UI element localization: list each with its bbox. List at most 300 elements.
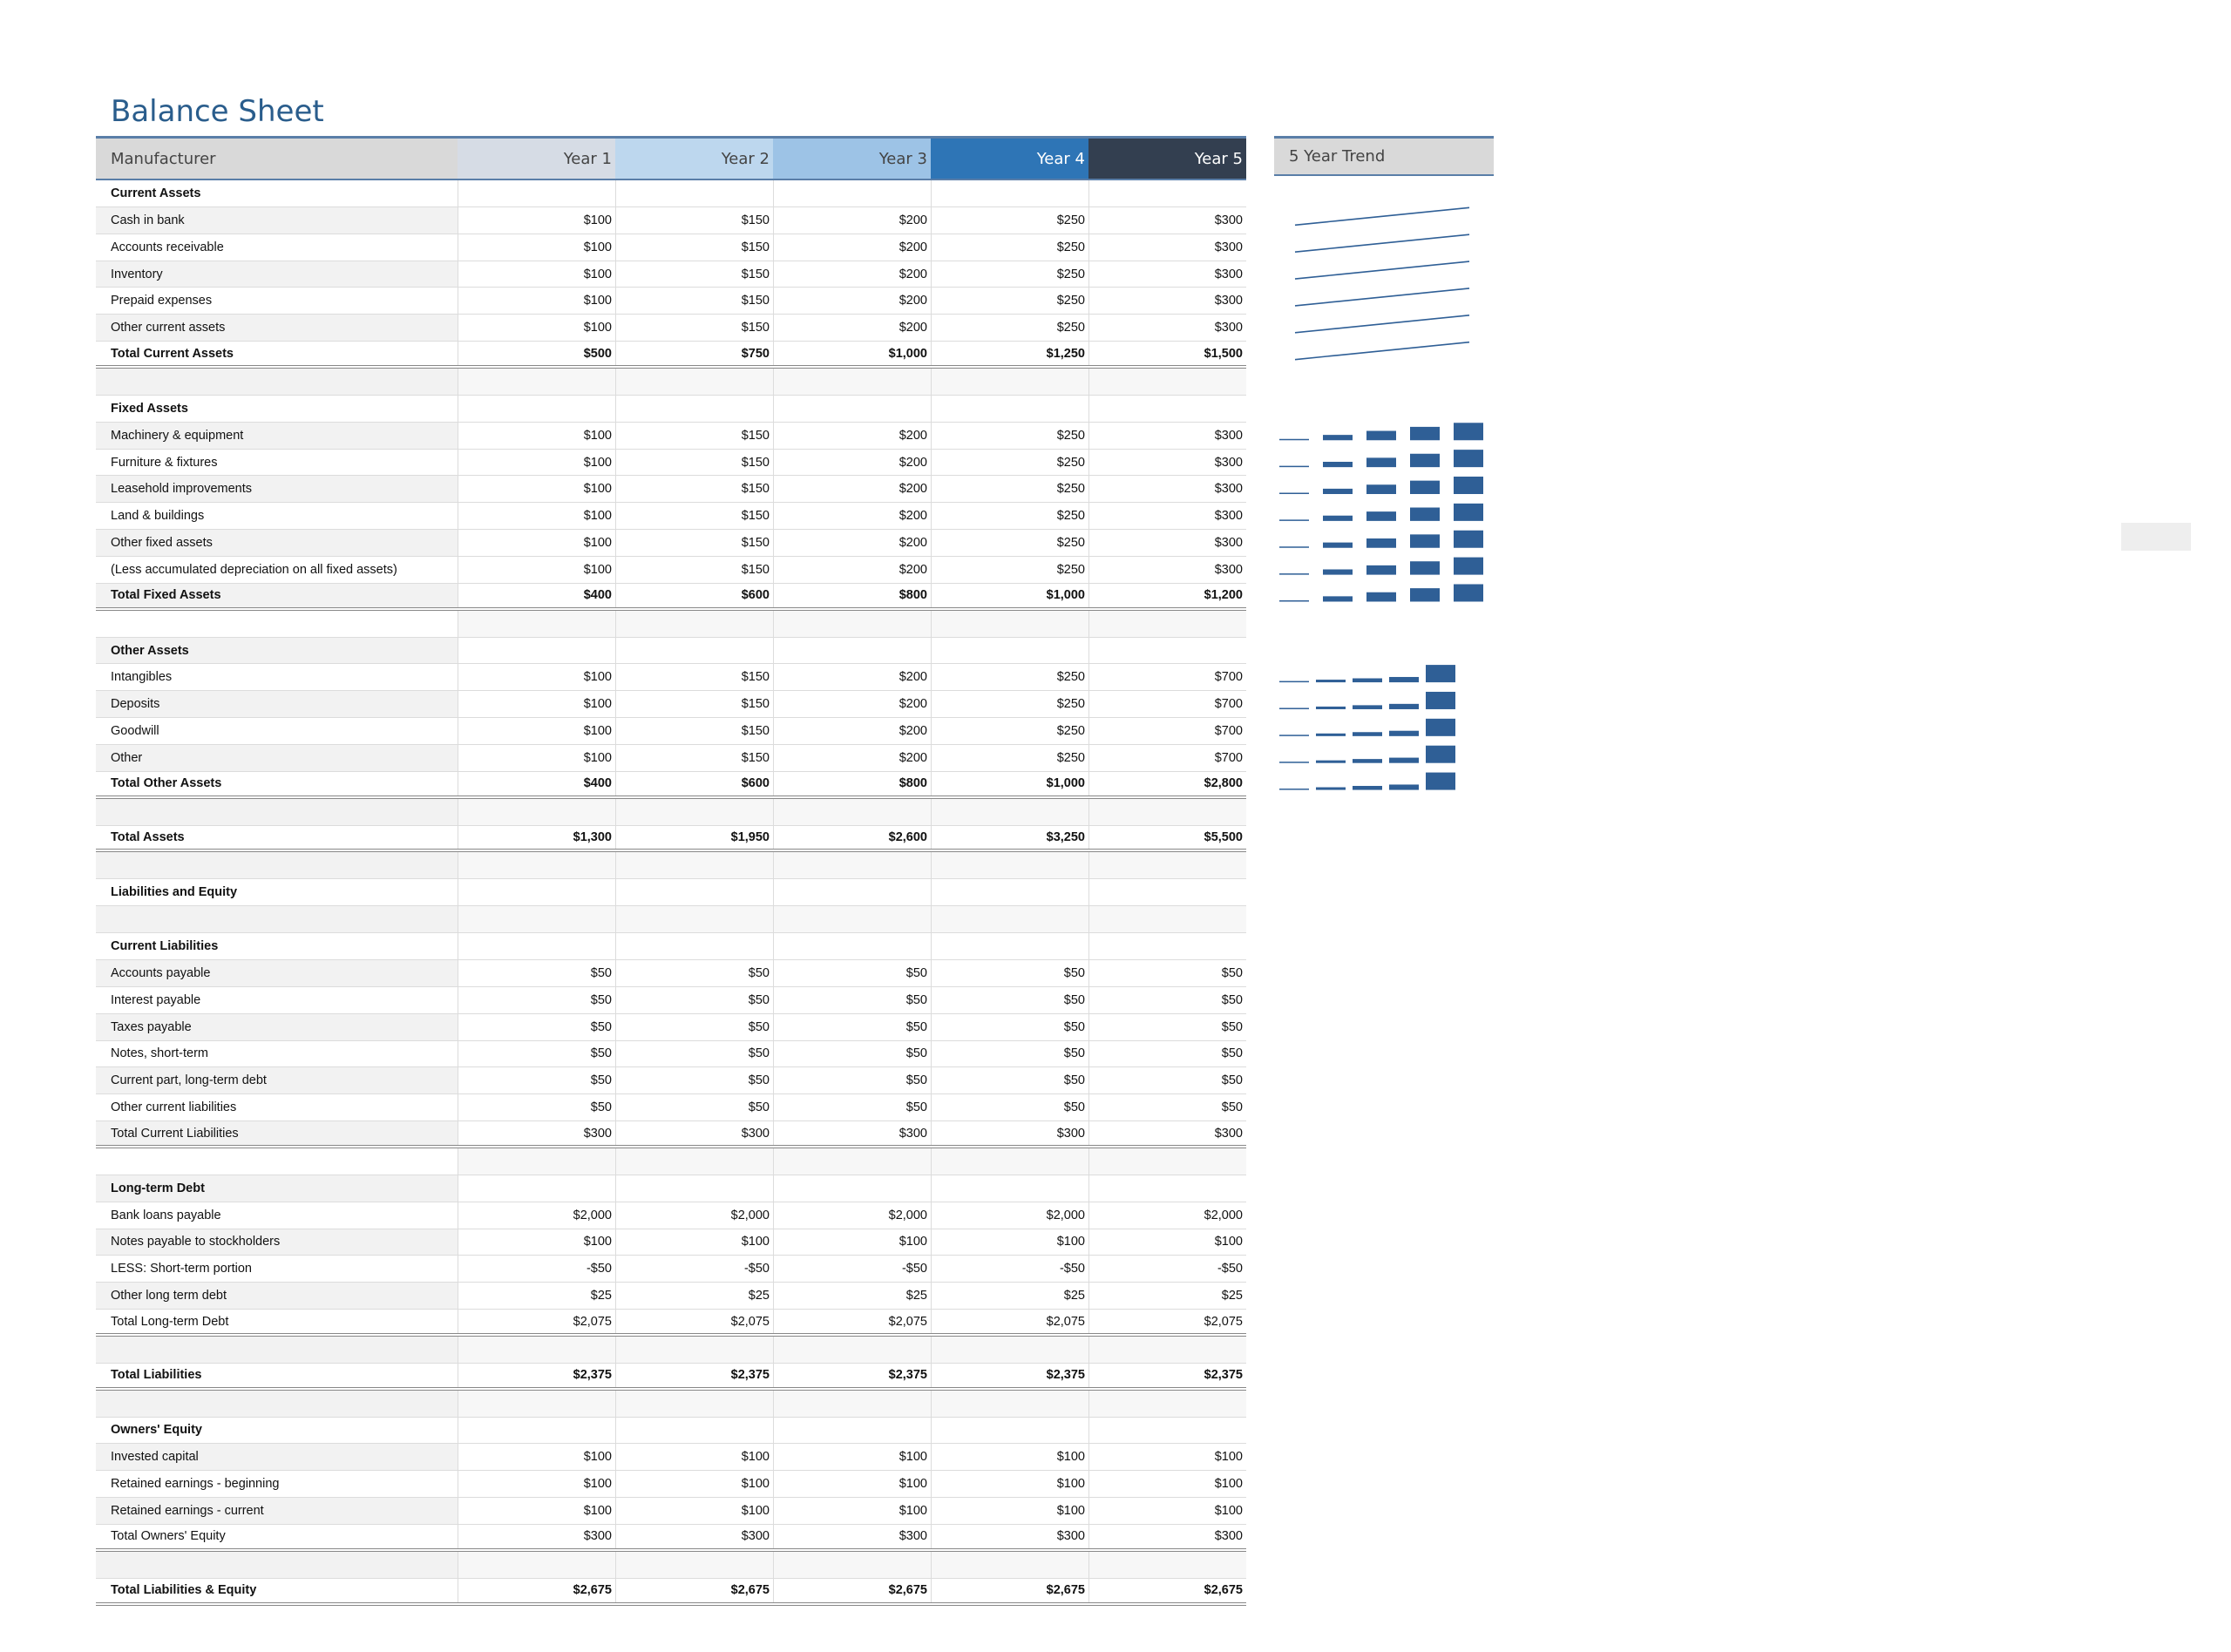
cell-year-5[interactable]: $700 [1088, 718, 1246, 744]
cell-year-2[interactable]: $150 [615, 288, 773, 314]
cell-year-1[interactable]: $100 [458, 207, 615, 234]
cell-year-1[interactable]: $100 [458, 718, 615, 744]
cell-year-2[interactable]: $50 [615, 1014, 773, 1040]
cell-year-2[interactable]: $150 [615, 207, 773, 234]
trend-column [1323, 516, 1353, 521]
cell-year-2[interactable]: $150 [615, 664, 773, 690]
trend-column [1366, 538, 1396, 548]
trend-column [1323, 435, 1353, 440]
cell-year-3[interactable]: $100 [773, 1498, 931, 1524]
row-label[interactable]: Taxes payable [96, 1014, 458, 1040]
cell-year-2[interactable]: $100 [615, 1229, 773, 1256]
trend-column [1426, 665, 1455, 682]
cell-year-1[interactable]: $50 [458, 1094, 615, 1121]
cell-year-5[interactable]: $2,000 [1088, 1202, 1246, 1229]
trend-column [1389, 758, 1419, 763]
row-label[interactable]: Land & buildings [111, 509, 205, 524]
cell-year-4[interactable]: $1,000 [931, 772, 1088, 796]
sheet-title: Balance Sheet [111, 94, 324, 129]
cell-year-1[interactable]: $300 [458, 1121, 615, 1145]
cell-year-5[interactable]: $300 [1088, 234, 1246, 261]
cell-year-3[interactable]: $200 [773, 503, 931, 529]
trend-column [1389, 784, 1419, 789]
cell-year-5[interactable]: $50 [1088, 987, 1246, 1013]
row-label[interactable]: Machinery & equipment [96, 423, 458, 449]
trend-column [1454, 423, 1483, 440]
cell-year-5[interactable]: $50 [1088, 1014, 1246, 1040]
cell-year-5[interactable]: $2,375 [1088, 1364, 1246, 1387]
row-label[interactable]: Current Assets [111, 186, 201, 200]
cell-year-5[interactable]: $2,800 [1088, 772, 1246, 796]
cell-year-2[interactable]: $150 [615, 234, 773, 261]
cell-year-4[interactable]: $2,000 [931, 1202, 1088, 1229]
row-label[interactable]: Total Fixed Assets [96, 584, 458, 607]
cell-year-4[interactable]: $100 [931, 1471, 1088, 1497]
cell-year-5[interactable]: $100 [1088, 1229, 1246, 1256]
trend-column [1366, 565, 1396, 575]
row-label[interactable]: Bank loans payable [111, 1208, 221, 1222]
cell-year-1[interactable]: $100 [458, 664, 615, 690]
trend-column [1389, 704, 1419, 709]
cell-year-2[interactable]: $150 [615, 530, 773, 556]
cell-year-2[interactable]: $2,000 [615, 1202, 773, 1229]
cell-year-3[interactable]: $200 [773, 557, 931, 583]
cell-year-3[interactable]: $2,600 [773, 826, 931, 850]
trend-column [1410, 508, 1440, 521]
cell-year-4[interactable]: -$50 [931, 1256, 1088, 1282]
cell-year-3[interactable]: $50 [773, 1041, 931, 1067]
row-label[interactable]: Other Assets [96, 638, 458, 664]
cell-year-2[interactable]: -$50 [615, 1256, 773, 1282]
cell-year-4[interactable]: $50 [931, 960, 1088, 986]
row-label[interactable]: Total Long-term Debt [111, 1314, 229, 1329]
cell-year-1[interactable]: $50 [458, 1014, 615, 1040]
cell-year-5[interactable]: $700 [1088, 745, 1246, 771]
cell-year-2[interactable]: $300 [615, 1121, 773, 1145]
trend-column [1353, 759, 1382, 763]
cell-year-2[interactable]: $600 [615, 772, 773, 796]
cell-year-4[interactable]: $250 [931, 691, 1088, 717]
row-label[interactable]: Prepaid expenses [111, 294, 213, 308]
row-label[interactable]: Total Assets [111, 830, 185, 845]
cell-year-4[interactable]: $250 [931, 207, 1088, 234]
row-label[interactable]: Current Liabilities [111, 938, 219, 953]
header-year-3[interactable]: Year 3 [773, 139, 931, 179]
cell-year-4[interactable]: $250 [931, 745, 1088, 771]
cell-year-2[interactable]: $150 [615, 557, 773, 583]
cell-year-4[interactable]: $250 [931, 503, 1088, 529]
trend-column [1279, 519, 1309, 521]
trend-column [1279, 681, 1309, 683]
trend-column [1366, 511, 1396, 521]
cell-year-3[interactable]: $200 [773, 234, 931, 261]
cell-year-5[interactable]: $300 [1088, 315, 1246, 341]
trend-column [1410, 454, 1440, 467]
cell-year-5[interactable]: $300 [1088, 450, 1246, 476]
row-label[interactable]: Other current liabilities [111, 1100, 237, 1115]
cell-year-3[interactable]: $200 [773, 261, 931, 288]
row-label[interactable]: Liabilities and Equity [111, 885, 238, 900]
cell-year-1[interactable]: $100 [458, 423, 615, 449]
cell-year-4[interactable]: $50 [931, 987, 1088, 1013]
cell-year-5[interactable]: $300 [1088, 261, 1246, 288]
cell-year-4[interactable]: $50 [931, 1014, 1088, 1040]
cell-year-4[interactable]: $250 [931, 234, 1088, 261]
trend-column [1353, 705, 1382, 709]
cell-year-4[interactable]: $250 [931, 288, 1088, 314]
cell-year-5[interactable]: $100 [1088, 1498, 1246, 1524]
row-label[interactable]: Other current assets [96, 315, 458, 341]
cell-year-1[interactable]: $100 [458, 315, 615, 341]
trend-column [1353, 732, 1382, 736]
cell-year-3[interactable]: $200 [773, 691, 931, 717]
trend-column [1410, 534, 1440, 547]
cell-year-3[interactable]: $2,675 [773, 1579, 931, 1602]
trend-column [1426, 719, 1455, 736]
row-label[interactable]: Other [96, 745, 458, 771]
trend-sparkline [1295, 207, 1469, 225]
cell-year-4[interactable]: $250 [931, 530, 1088, 556]
cell-year-2[interactable]: $50 [615, 1094, 773, 1121]
cell-year-3[interactable]: $200 [773, 476, 931, 502]
cell-year-2[interactable]: $1,950 [615, 826, 773, 850]
trend-column [1279, 789, 1309, 790]
cell-year-3[interactable]: $50 [773, 1067, 931, 1093]
cell-year-1[interactable]: $100 [458, 530, 615, 556]
cell-year-5[interactable]: $300 [1088, 1525, 1246, 1548]
cell-year-2[interactable]: $100 [615, 1444, 773, 1470]
cell-year-3[interactable]: $200 [773, 664, 931, 690]
trend-column [1323, 596, 1353, 601]
cell-year-1[interactable]: $100 [458, 1444, 615, 1470]
cell-year-5[interactable]: $300 [1088, 530, 1246, 556]
cell-year-1[interactable]: $50 [458, 1067, 615, 1093]
cell-year-3[interactable]: $200 [773, 207, 931, 234]
trend-column [1426, 746, 1455, 763]
cell-year-3[interactable]: $1,000 [773, 342, 931, 365]
cell-year-1[interactable]: $100 [458, 1498, 615, 1524]
cell-year-1[interactable]: $100 [458, 450, 615, 476]
cell-year-4[interactable]: $50 [931, 1041, 1088, 1067]
cell-year-4[interactable]: $250 [931, 261, 1088, 288]
row-label[interactable]: Inventory [96, 261, 458, 288]
cell-year-5[interactable]: $1,200 [1088, 584, 1246, 607]
trend-column [1316, 734, 1346, 736]
cell-year-2[interactable]: $2,075 [615, 1310, 773, 1333]
selected-cell[interactable] [2121, 523, 2191, 551]
cell-year-5[interactable]: $1,500 [1088, 342, 1246, 365]
row-label[interactable]: Retained earnings - beginning [111, 1477, 280, 1492]
cell-year-2[interactable]: $150 [615, 691, 773, 717]
cell-year-5[interactable]: $100 [1088, 1471, 1246, 1497]
cell-year-2[interactable]: $150 [615, 261, 773, 288]
cell-year-3[interactable]: $300 [773, 1525, 931, 1548]
trend-column [1366, 431, 1396, 441]
header-manufacturer[interactable]: Manufacturer [96, 139, 458, 179]
cell-year-1[interactable]: $50 [458, 1041, 615, 1067]
cell-year-1[interactable]: $100 [458, 288, 615, 314]
header-5-year-trend[interactable]: 5 Year Trend [1274, 136, 1494, 176]
cell-year-5[interactable]: $700 [1088, 691, 1246, 717]
cell-year-3[interactable]: -$50 [773, 1256, 931, 1282]
cell-year-5[interactable]: $300 [1088, 503, 1246, 529]
row-label[interactable]: Interest payable [111, 992, 201, 1007]
cell-year-5[interactable]: -$50 [1088, 1256, 1246, 1282]
row-label[interactable]: Retained earnings - current [96, 1498, 458, 1524]
cell-year-4[interactable]: $100 [931, 1444, 1088, 1470]
cell-year-3[interactable]: $2,375 [773, 1364, 931, 1387]
trend-column [1410, 427, 1440, 440]
trend-column [1279, 466, 1309, 468]
cell-year-1[interactable]: $100 [458, 261, 615, 288]
trend-column [1454, 477, 1483, 494]
cell-year-1[interactable]: $2,375 [458, 1364, 615, 1387]
trend-sparkline [1295, 234, 1469, 252]
trend-column [1454, 584, 1483, 601]
cell-year-2[interactable]: $25 [615, 1283, 773, 1309]
trend-column [1279, 493, 1309, 495]
trend-column [1316, 788, 1346, 790]
trend-column [1279, 762, 1309, 763]
header-year-5[interactable]: Year 5 [1088, 139, 1246, 179]
trend-column [1323, 543, 1353, 548]
cell-year-1[interactable]: $100 [458, 234, 615, 261]
cell-year-5[interactable]: $2,075 [1088, 1310, 1246, 1333]
cell-year-5[interactable]: $300 [1088, 1121, 1246, 1145]
cell-year-3[interactable]: $200 [773, 288, 931, 314]
cell-year-4[interactable]: $250 [931, 423, 1088, 449]
cell-year-1[interactable]: $2,675 [458, 1579, 615, 1602]
cell-year-4[interactable]: $2,675 [931, 1579, 1088, 1602]
cell-year-1[interactable]: $25 [458, 1283, 615, 1309]
cell-year-4[interactable]: $1,000 [931, 584, 1088, 607]
cell-year-3[interactable]: $100 [773, 1229, 931, 1256]
trend-column [1279, 573, 1309, 575]
cell-year-1[interactable]: $400 [458, 772, 615, 796]
cell-year-5[interactable]: $300 [1088, 476, 1246, 502]
cell-year-4[interactable]: $3,250 [931, 826, 1088, 850]
trend-column [1323, 569, 1353, 574]
header-year-4[interactable]: Year 4 [931, 139, 1088, 179]
cell-year-1[interactable]: $500 [458, 342, 615, 365]
trend-column [1454, 450, 1483, 467]
cell-year-2[interactable]: $100 [615, 1471, 773, 1497]
cell-year-4[interactable]: $250 [931, 450, 1088, 476]
cell-year-5[interactable]: $100 [1088, 1444, 1246, 1470]
row-label[interactable]: Total Current Liabilities [96, 1121, 458, 1145]
cell-year-5[interactable]: $700 [1088, 664, 1246, 690]
cell-year-4[interactable]: $250 [931, 664, 1088, 690]
trend-column [1366, 592, 1396, 602]
row-label[interactable]: Total Owners' Equity [111, 1529, 226, 1544]
cell-year-1[interactable]: $400 [458, 584, 615, 607]
row-label[interactable]: Invested capital [96, 1444, 458, 1470]
row-label[interactable]: (Less accumulated depreciation on all fixed assets) [111, 562, 397, 577]
trend-column [1366, 484, 1396, 494]
cell-year-5[interactable]: $2,675 [1088, 1579, 1246, 1602]
row-label[interactable]: Furniture & fixtures [111, 455, 218, 470]
cell-year-1[interactable]: $2,075 [458, 1310, 615, 1333]
cell-year-3[interactable]: $25 [773, 1283, 931, 1309]
trend-sparkline [1295, 315, 1469, 333]
row-label[interactable]: Other long term debt [96, 1283, 458, 1309]
row-label[interactable]: Notes, short-term [111, 1046, 208, 1061]
row-label[interactable]: Accounts receivable [111, 240, 224, 254]
cell-year-4[interactable]: $100 [931, 1229, 1088, 1256]
cell-year-4[interactable]: $2,375 [931, 1364, 1088, 1387]
row-label[interactable]: Long-term Debt [96, 1175, 458, 1202]
trend-column [1410, 561, 1440, 574]
cell-year-3[interactable]: $50 [773, 1014, 931, 1040]
cell-year-2[interactable]: $150 [615, 423, 773, 449]
cell-year-1[interactable]: -$50 [458, 1256, 615, 1282]
cell-year-2[interactable]: $150 [615, 315, 773, 341]
cell-year-4[interactable]: $100 [931, 1498, 1088, 1524]
trend-column [1454, 531, 1483, 548]
trend-column [1426, 773, 1455, 790]
trend-column [1454, 558, 1483, 575]
cell-year-2[interactable]: $750 [615, 342, 773, 365]
cell-year-1[interactable]: $100 [458, 1229, 615, 1256]
cell-year-3[interactable]: $50 [773, 987, 931, 1013]
cell-year-2[interactable]: $50 [615, 1067, 773, 1093]
cell-year-3[interactable]: $800 [773, 772, 931, 796]
trend-column [1454, 504, 1483, 521]
cell-year-4[interactable]: $25 [931, 1283, 1088, 1309]
row-label[interactable]: Intangibles [111, 670, 173, 685]
cell-year-5[interactable]: $50 [1088, 960, 1246, 986]
cell-year-2[interactable]: $50 [615, 987, 773, 1013]
row-label[interactable]: Notes payable to stockholders [96, 1229, 458, 1256]
cell-year-4[interactable]: $250 [931, 718, 1088, 744]
row-label[interactable]: Total Current Assets [111, 346, 234, 361]
row-label[interactable]: LESS: Short-term portion [111, 1262, 252, 1276]
row-label[interactable]: Owners' Equity [111, 1423, 202, 1438]
cell-year-4[interactable]: $1,250 [931, 342, 1088, 365]
cell-year-3[interactable]: $200 [773, 718, 931, 744]
cell-year-2[interactable]: $150 [615, 745, 773, 771]
cell-year-1[interactable]: $100 [458, 476, 615, 502]
cell-year-3[interactable]: $2,075 [773, 1310, 931, 1333]
cell-year-5[interactable]: $50 [1088, 1094, 1246, 1121]
cell-year-4[interactable]: $50 [931, 1067, 1088, 1093]
trend-column [1323, 462, 1353, 467]
cell-year-5[interactable]: $300 [1088, 288, 1246, 314]
trend-column [1279, 600, 1309, 602]
trend-column [1353, 786, 1382, 790]
row-label[interactable]: Current part, long-term debt [96, 1067, 458, 1093]
cell-year-5[interactable]: $50 [1088, 1041, 1246, 1067]
cell-year-4[interactable]: $50 [931, 1094, 1088, 1121]
cell-year-2[interactable]: $100 [615, 1498, 773, 1524]
cell-year-1[interactable]: $2,000 [458, 1202, 615, 1229]
row-label[interactable]: Goodwill [111, 724, 159, 739]
row-label[interactable]: Total Liabilities [111, 1368, 202, 1383]
trend-column [1279, 735, 1309, 736]
cell-year-2[interactable]: $2,375 [615, 1364, 773, 1387]
cell-year-1[interactable]: $100 [458, 745, 615, 771]
cell-year-2[interactable]: $600 [615, 584, 773, 607]
row-label[interactable]: Total Other Assets [111, 776, 222, 791]
cell-year-5[interactable]: $50 [1088, 1067, 1246, 1093]
row-label[interactable]: Accounts payable [96, 960, 458, 986]
cell-year-2[interactable]: $150 [615, 718, 773, 744]
cell-year-1[interactable]: $100 [458, 557, 615, 583]
row-label[interactable]: Cash in bank [96, 207, 458, 234]
cell-year-1[interactable]: $300 [458, 1525, 615, 1548]
cell-year-1[interactable]: $50 [458, 960, 615, 986]
trend-column [1279, 546, 1309, 548]
cell-year-3[interactable]: $200 [773, 450, 931, 476]
trend-column [1279, 708, 1309, 709]
cell-year-4[interactable]: $300 [931, 1525, 1088, 1548]
cell-year-2[interactable]: $150 [615, 503, 773, 529]
cell-year-3[interactable]: $200 [773, 745, 931, 771]
cell-year-5[interactable]: $300 [1088, 423, 1246, 449]
cell-year-2[interactable]: $150 [615, 476, 773, 502]
row-label[interactable]: Other fixed assets [96, 530, 458, 556]
cell-year-3[interactable]: $200 [773, 315, 931, 341]
cell-year-2[interactable]: $300 [615, 1525, 773, 1548]
trend-column [1353, 679, 1382, 683]
trend-column [1316, 707, 1346, 709]
trend-column [1366, 457, 1396, 467]
cell-year-4[interactable]: $250 [931, 315, 1088, 341]
cell-year-5[interactable]: $25 [1088, 1283, 1246, 1309]
cell-year-4[interactable]: $2,075 [931, 1310, 1088, 1333]
row-label[interactable]: Leasehold improvements [96, 476, 458, 502]
cell-year-3[interactable]: $100 [773, 1471, 931, 1497]
trend-column [1389, 731, 1419, 736]
cell-year-4[interactable]: $250 [931, 476, 1088, 502]
cell-year-3[interactable]: $2,000 [773, 1202, 931, 1229]
cell-year-1[interactable]: $100 [458, 1471, 615, 1497]
trend-sparkline [1295, 261, 1469, 279]
cell-year-5[interactable]: $300 [1088, 557, 1246, 583]
header-year-2[interactable]: Year 2 [615, 139, 773, 179]
cell-year-1[interactable]: $100 [458, 503, 615, 529]
cell-year-2[interactable]: $50 [615, 960, 773, 986]
header-year-1[interactable]: Year 1 [458, 139, 615, 179]
cell-year-4[interactable]: $300 [931, 1121, 1088, 1145]
cell-year-3[interactable]: $50 [773, 960, 931, 986]
cell-year-1[interactable]: $1,300 [458, 826, 615, 850]
cell-year-3[interactable]: $200 [773, 423, 931, 449]
trend-column [1389, 677, 1419, 682]
cell-year-3[interactable]: $800 [773, 584, 931, 607]
cell-year-3[interactable]: $100 [773, 1444, 931, 1470]
cell-year-2[interactable]: $2,675 [615, 1579, 773, 1602]
cell-year-2[interactable]: $50 [615, 1041, 773, 1067]
row-label[interactable]: Fixed Assets [111, 401, 188, 416]
cell-year-1[interactable]: $50 [458, 987, 615, 1013]
trend-sparkline [1295, 342, 1469, 360]
cell-year-2[interactable]: $150 [615, 450, 773, 476]
trend-column [1323, 489, 1353, 494]
cell-year-3[interactable]: $300 [773, 1121, 931, 1145]
row-label[interactable]: Deposits [96, 691, 458, 717]
cell-year-5[interactable]: $300 [1088, 207, 1246, 234]
row-label[interactable]: Total Liabilities & Equity [111, 1583, 257, 1598]
cell-year-5[interactable]: $5,500 [1088, 826, 1246, 850]
trend-sparkline [1295, 288, 1469, 306]
cell-year-3[interactable]: $200 [773, 530, 931, 556]
cell-year-1[interactable]: $100 [458, 691, 615, 717]
trend-column [1410, 588, 1440, 601]
trend-column [1316, 680, 1346, 682]
cell-year-4[interactable]: $250 [931, 557, 1088, 583]
cell-year-3[interactable]: $50 [773, 1094, 931, 1121]
